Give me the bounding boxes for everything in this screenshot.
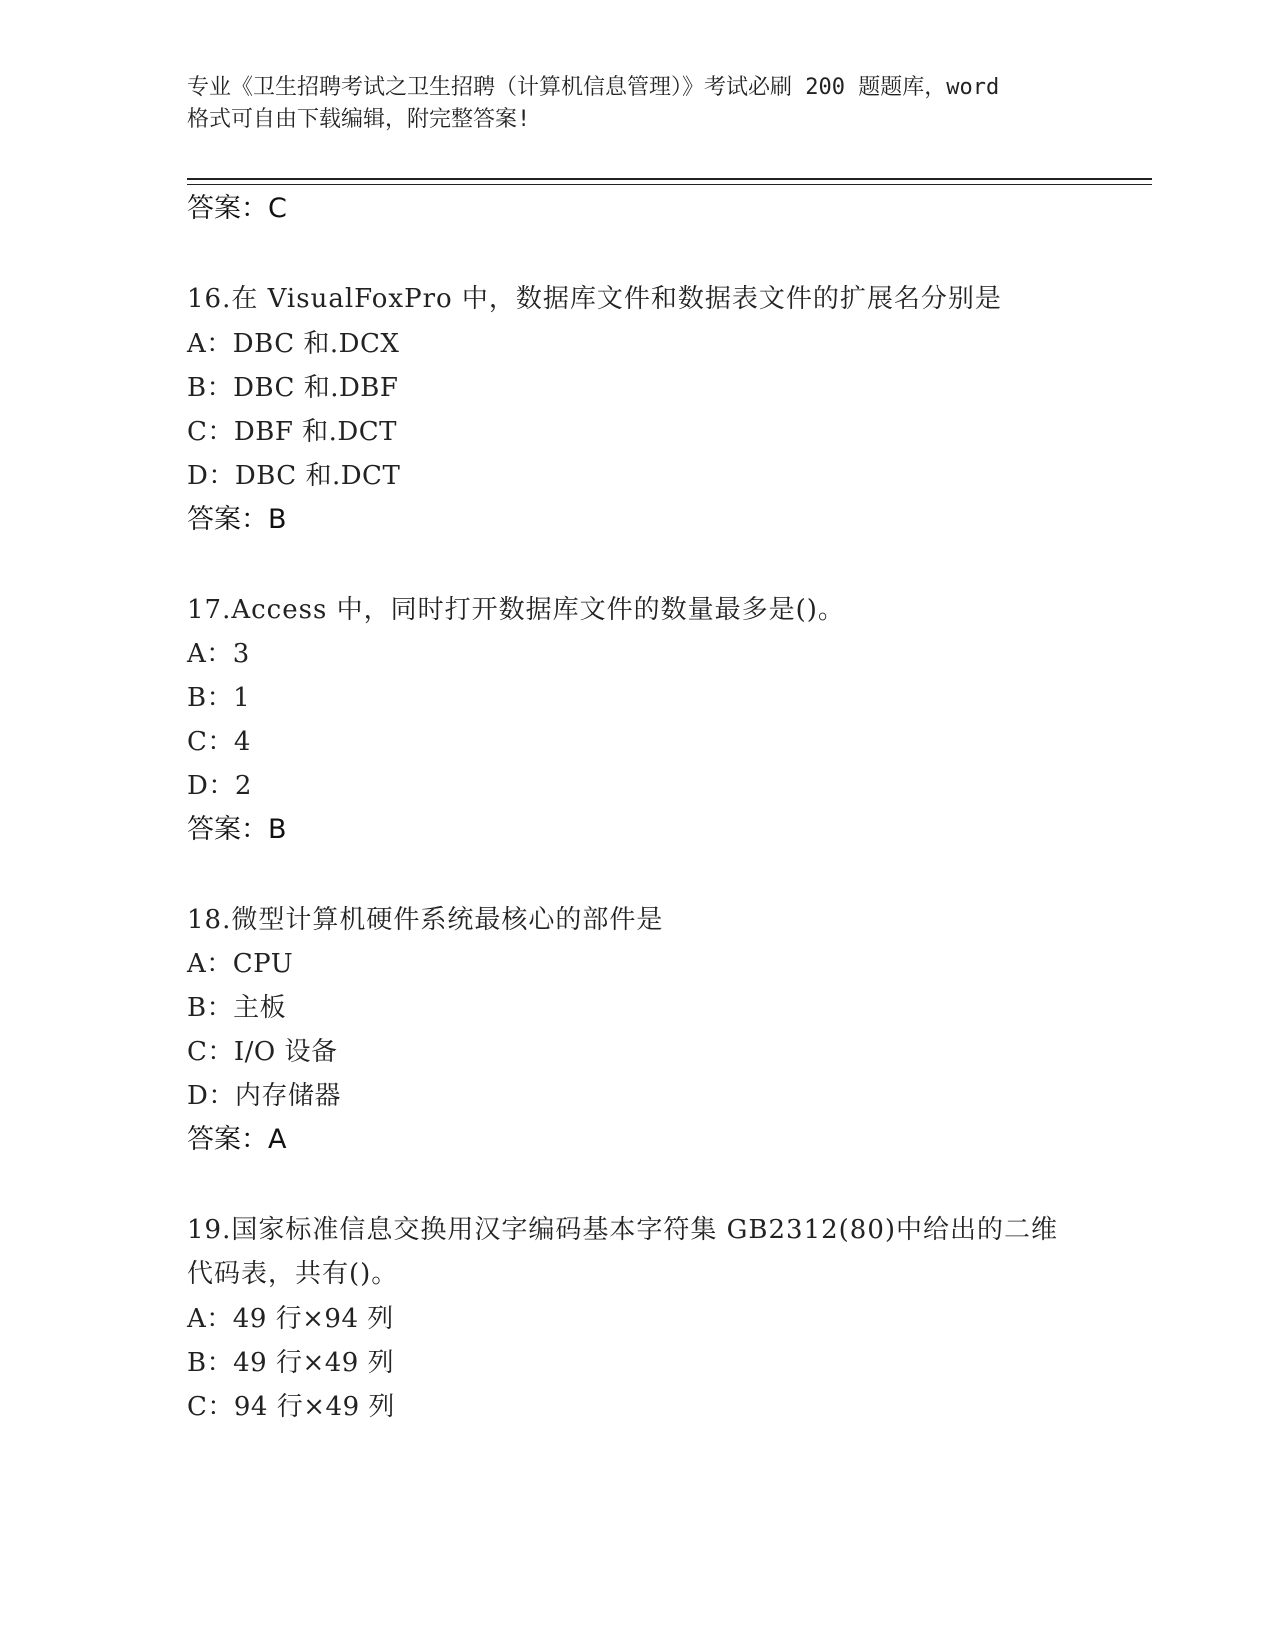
question-19-option-b: B：49 行×49 列	[187, 1348, 395, 1378]
question-18-option-d: D：内存储器	[187, 1081, 341, 1111]
document-header	[187, 72, 1087, 136]
header-line-2: 格式可自由下载编辑，附完整答案!	[187, 107, 531, 132]
question-19-option-c: C：94 行×49 列	[187, 1392, 395, 1422]
question-17-option-c: C：4	[187, 727, 251, 757]
question-17-answer: 答案：B	[187, 814, 287, 845]
question-19-stem-line-1: 19.国家标准信息交换用汉字编码基本字符集 GB2312(80)中给出的二维	[187, 1215, 1059, 1245]
question-18-option-c: C：I/O 设备	[187, 1037, 338, 1067]
question-17-option-d: D：2	[187, 771, 252, 801]
answer-previous: 答案：C	[187, 193, 287, 224]
question-16-option-c: C：DBF 和.DCT	[187, 417, 397, 447]
question-17-stem: 17.Access 中，同时打开数据库文件的数量最多是()。	[187, 595, 845, 625]
question-16-option-a: A：DBC 和.DCX	[187, 329, 400, 359]
question-19-option-a: A：49 行×94 列	[187, 1304, 394, 1334]
question-16-option-b: B：DBC 和.DBF	[187, 373, 399, 403]
question-17-option-a: A：3	[187, 639, 250, 669]
question-16-answer: 答案：B	[187, 504, 287, 535]
question-19-stem-line-2: 代码表，共有()。	[187, 1259, 399, 1289]
question-16-option-d: D：DBC 和.DCT	[187, 461, 401, 491]
header-line-1: 专业《卫生招聘考试之卫生招聘（计算机信息管理）》考试必刷 200 题题库，word	[187, 75, 1000, 100]
header-divider-thick	[187, 178, 1152, 180]
question-18-option-a: A：CPU	[187, 949, 294, 979]
question-16-stem: 16.在 VisualFoxPro 中，数据库文件和数据表文件的扩展名分别是	[187, 284, 1002, 314]
question-18-option-b: B：主板	[187, 993, 287, 1023]
header-divider-thin	[187, 184, 1152, 185]
question-18-answer: 答案：A	[187, 1124, 287, 1155]
question-18-stem: 18.微型计算机硬件系统最核心的部件是	[187, 905, 664, 935]
question-17-option-b: B：1	[187, 683, 251, 713]
